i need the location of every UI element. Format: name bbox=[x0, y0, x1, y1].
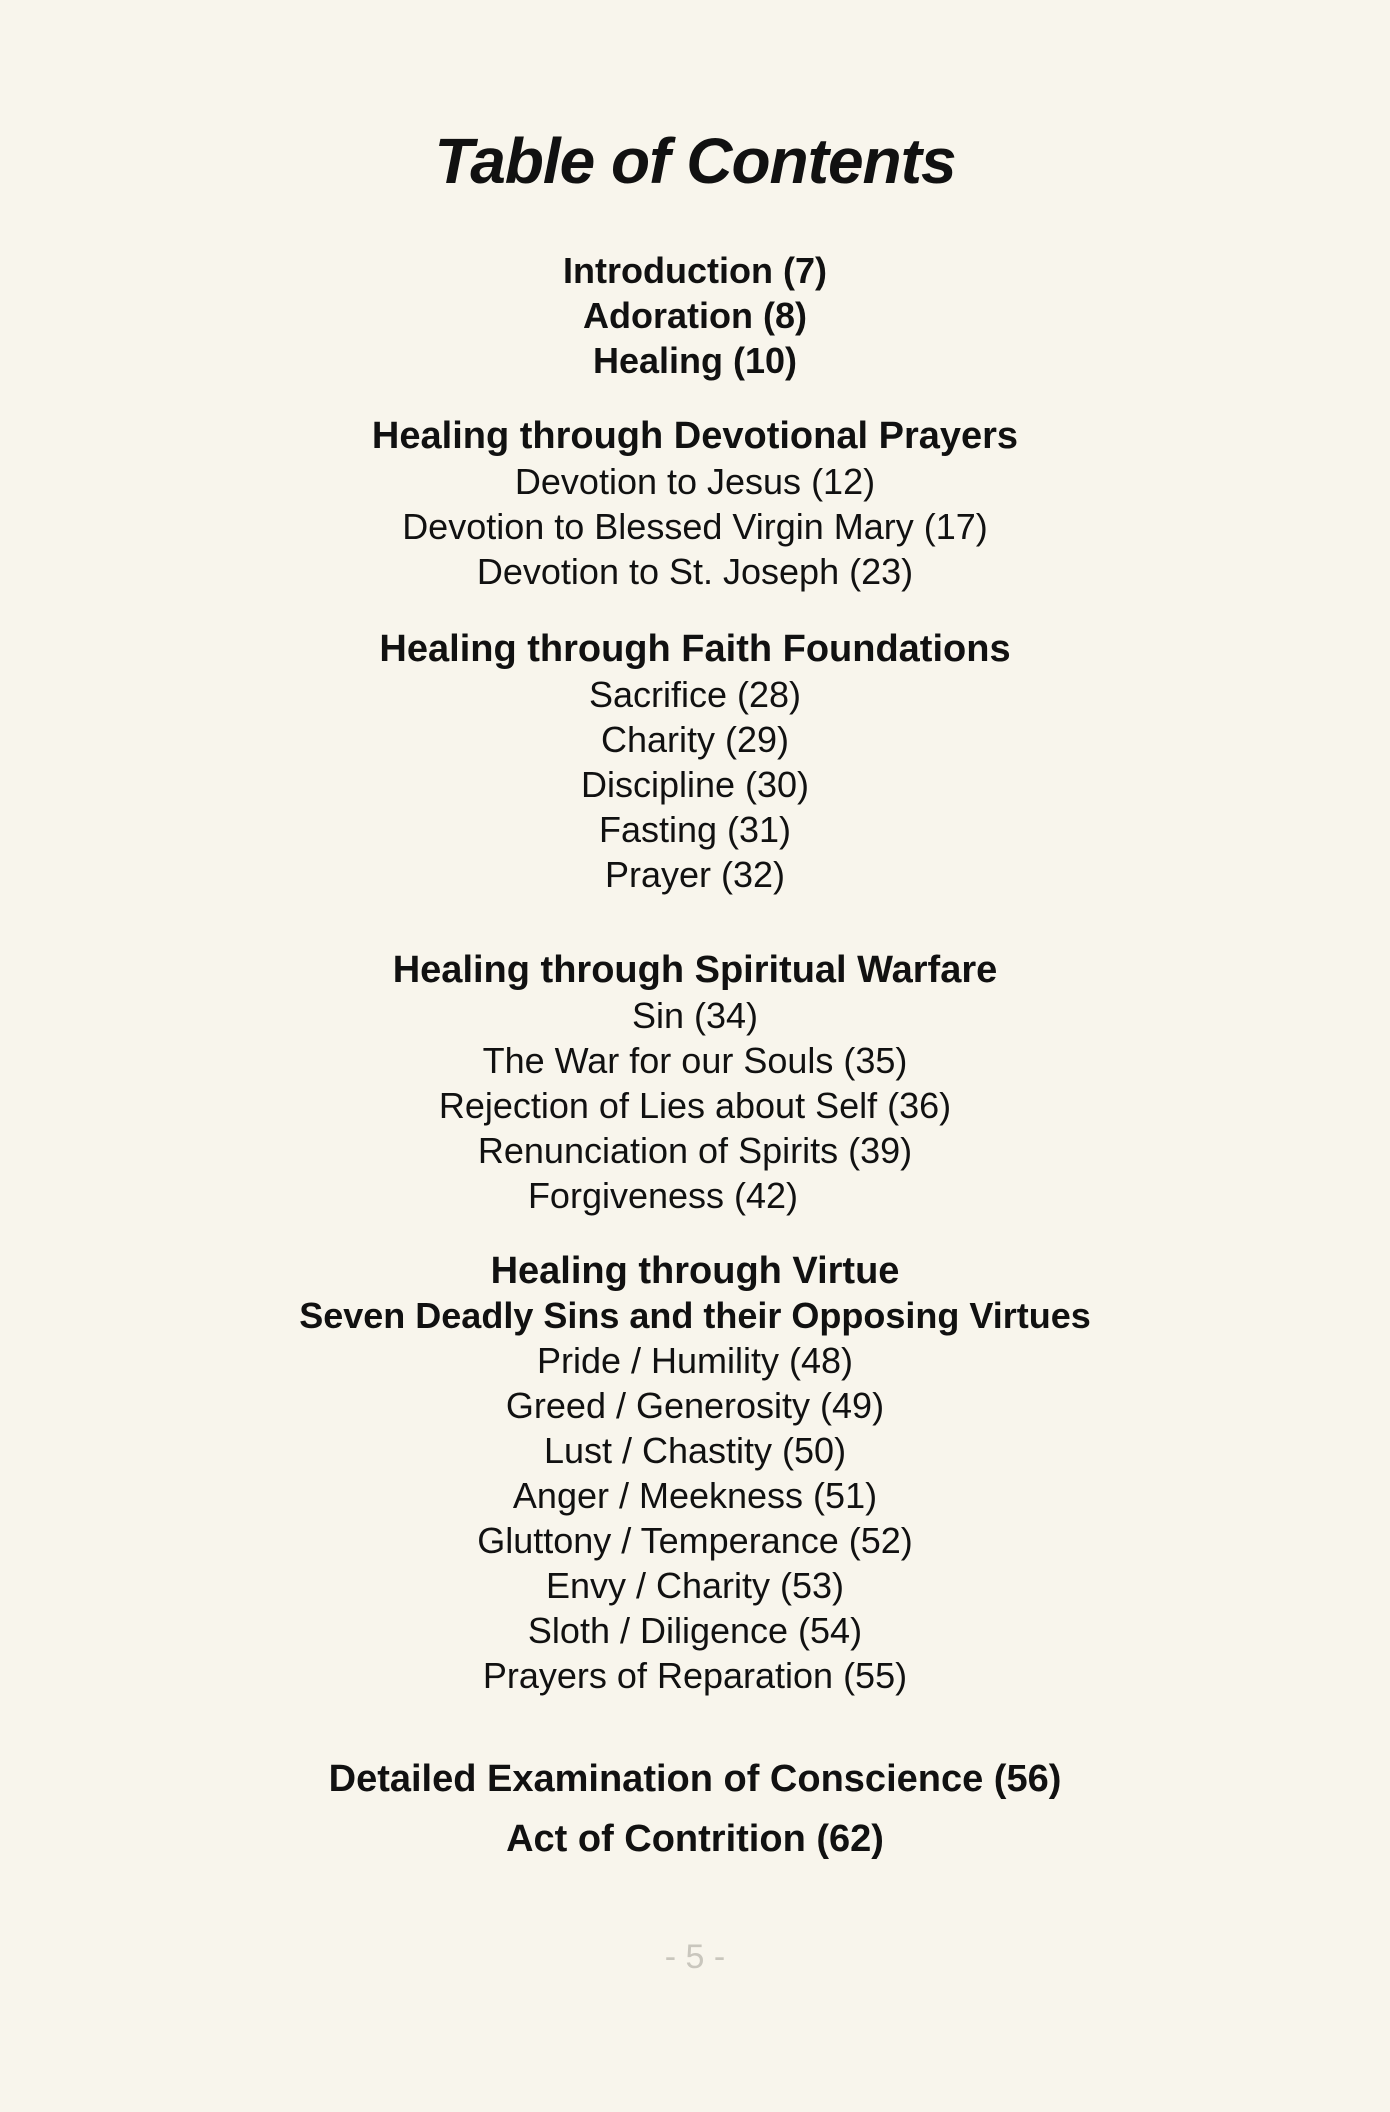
toc-entry: Devotion to Jesus (12) bbox=[514, 461, 876, 502]
toc-entry: Fasting (31) bbox=[598, 809, 792, 850]
toc-entry: Greed / Generosity (49) bbox=[505, 1385, 885, 1426]
toc-entry: Devotion to Blessed Virgin Mary (17) bbox=[402, 506, 988, 547]
toc-entry: Devotion to St. Joseph (23) bbox=[476, 551, 914, 592]
toc-entry-healing: Healing (10) bbox=[592, 340, 798, 381]
toc-entry: Anger / Meekness (51) bbox=[512, 1475, 878, 1516]
toc-entry: Sacrifice (28) bbox=[588, 674, 802, 715]
section-heading-virtue: Healing through Virtue bbox=[490, 1250, 900, 1292]
toc-entry: Charity (29) bbox=[600, 719, 790, 760]
toc-entry: Gluttony / Temperance (52) bbox=[477, 1520, 913, 1561]
toc-entry: Forgiveness (42) bbox=[527, 1175, 799, 1216]
page-number: - 5 - bbox=[664, 1938, 726, 1976]
toc-entry-examination: Detailed Examination of Conscience (56) bbox=[328, 1758, 1062, 1800]
toc-entry: Sin (34) bbox=[631, 995, 759, 1036]
toc-entry: Discipline (30) bbox=[580, 764, 810, 805]
section-heading-devotional: Healing through Devotional Prayers bbox=[371, 415, 1019, 457]
toc-entry-act-of-contrition: Act of Contrition (62) bbox=[506, 1818, 884, 1860]
toc-entry: Renunciation of Spirits (39) bbox=[477, 1130, 913, 1171]
section-subheading-virtue: Seven Deadly Sins and their Opposing Virtues bbox=[299, 1295, 1091, 1336]
toc-entry: Lust / Chastity (50) bbox=[543, 1430, 847, 1471]
toc-entry: The War for our Souls (35) bbox=[482, 1040, 908, 1081]
section-heading-faith: Healing through Faith Foundations bbox=[379, 628, 1011, 670]
toc-entry-adoration: Adoration (8) bbox=[583, 295, 807, 336]
page-title: Table of Contents bbox=[434, 125, 956, 197]
table-of-contents bbox=[0, 248, 1390, 1862]
toc-entry-introduction: Introduction (7) bbox=[563, 250, 827, 291]
toc-entry: Sloth / Diligence (54) bbox=[527, 1610, 863, 1651]
section-heading-warfare: Healing through Spiritual Warfare bbox=[392, 949, 998, 991]
toc-entry: Prayers of Reparation (55) bbox=[482, 1655, 908, 1696]
toc-entry: Rejection of Lies about Self (36) bbox=[438, 1085, 952, 1126]
toc-entry: Envy / Charity (53) bbox=[545, 1565, 845, 1606]
toc-entry: Prayer (32) bbox=[604, 854, 786, 895]
toc-entry: Pride / Humility (48) bbox=[536, 1340, 854, 1381]
